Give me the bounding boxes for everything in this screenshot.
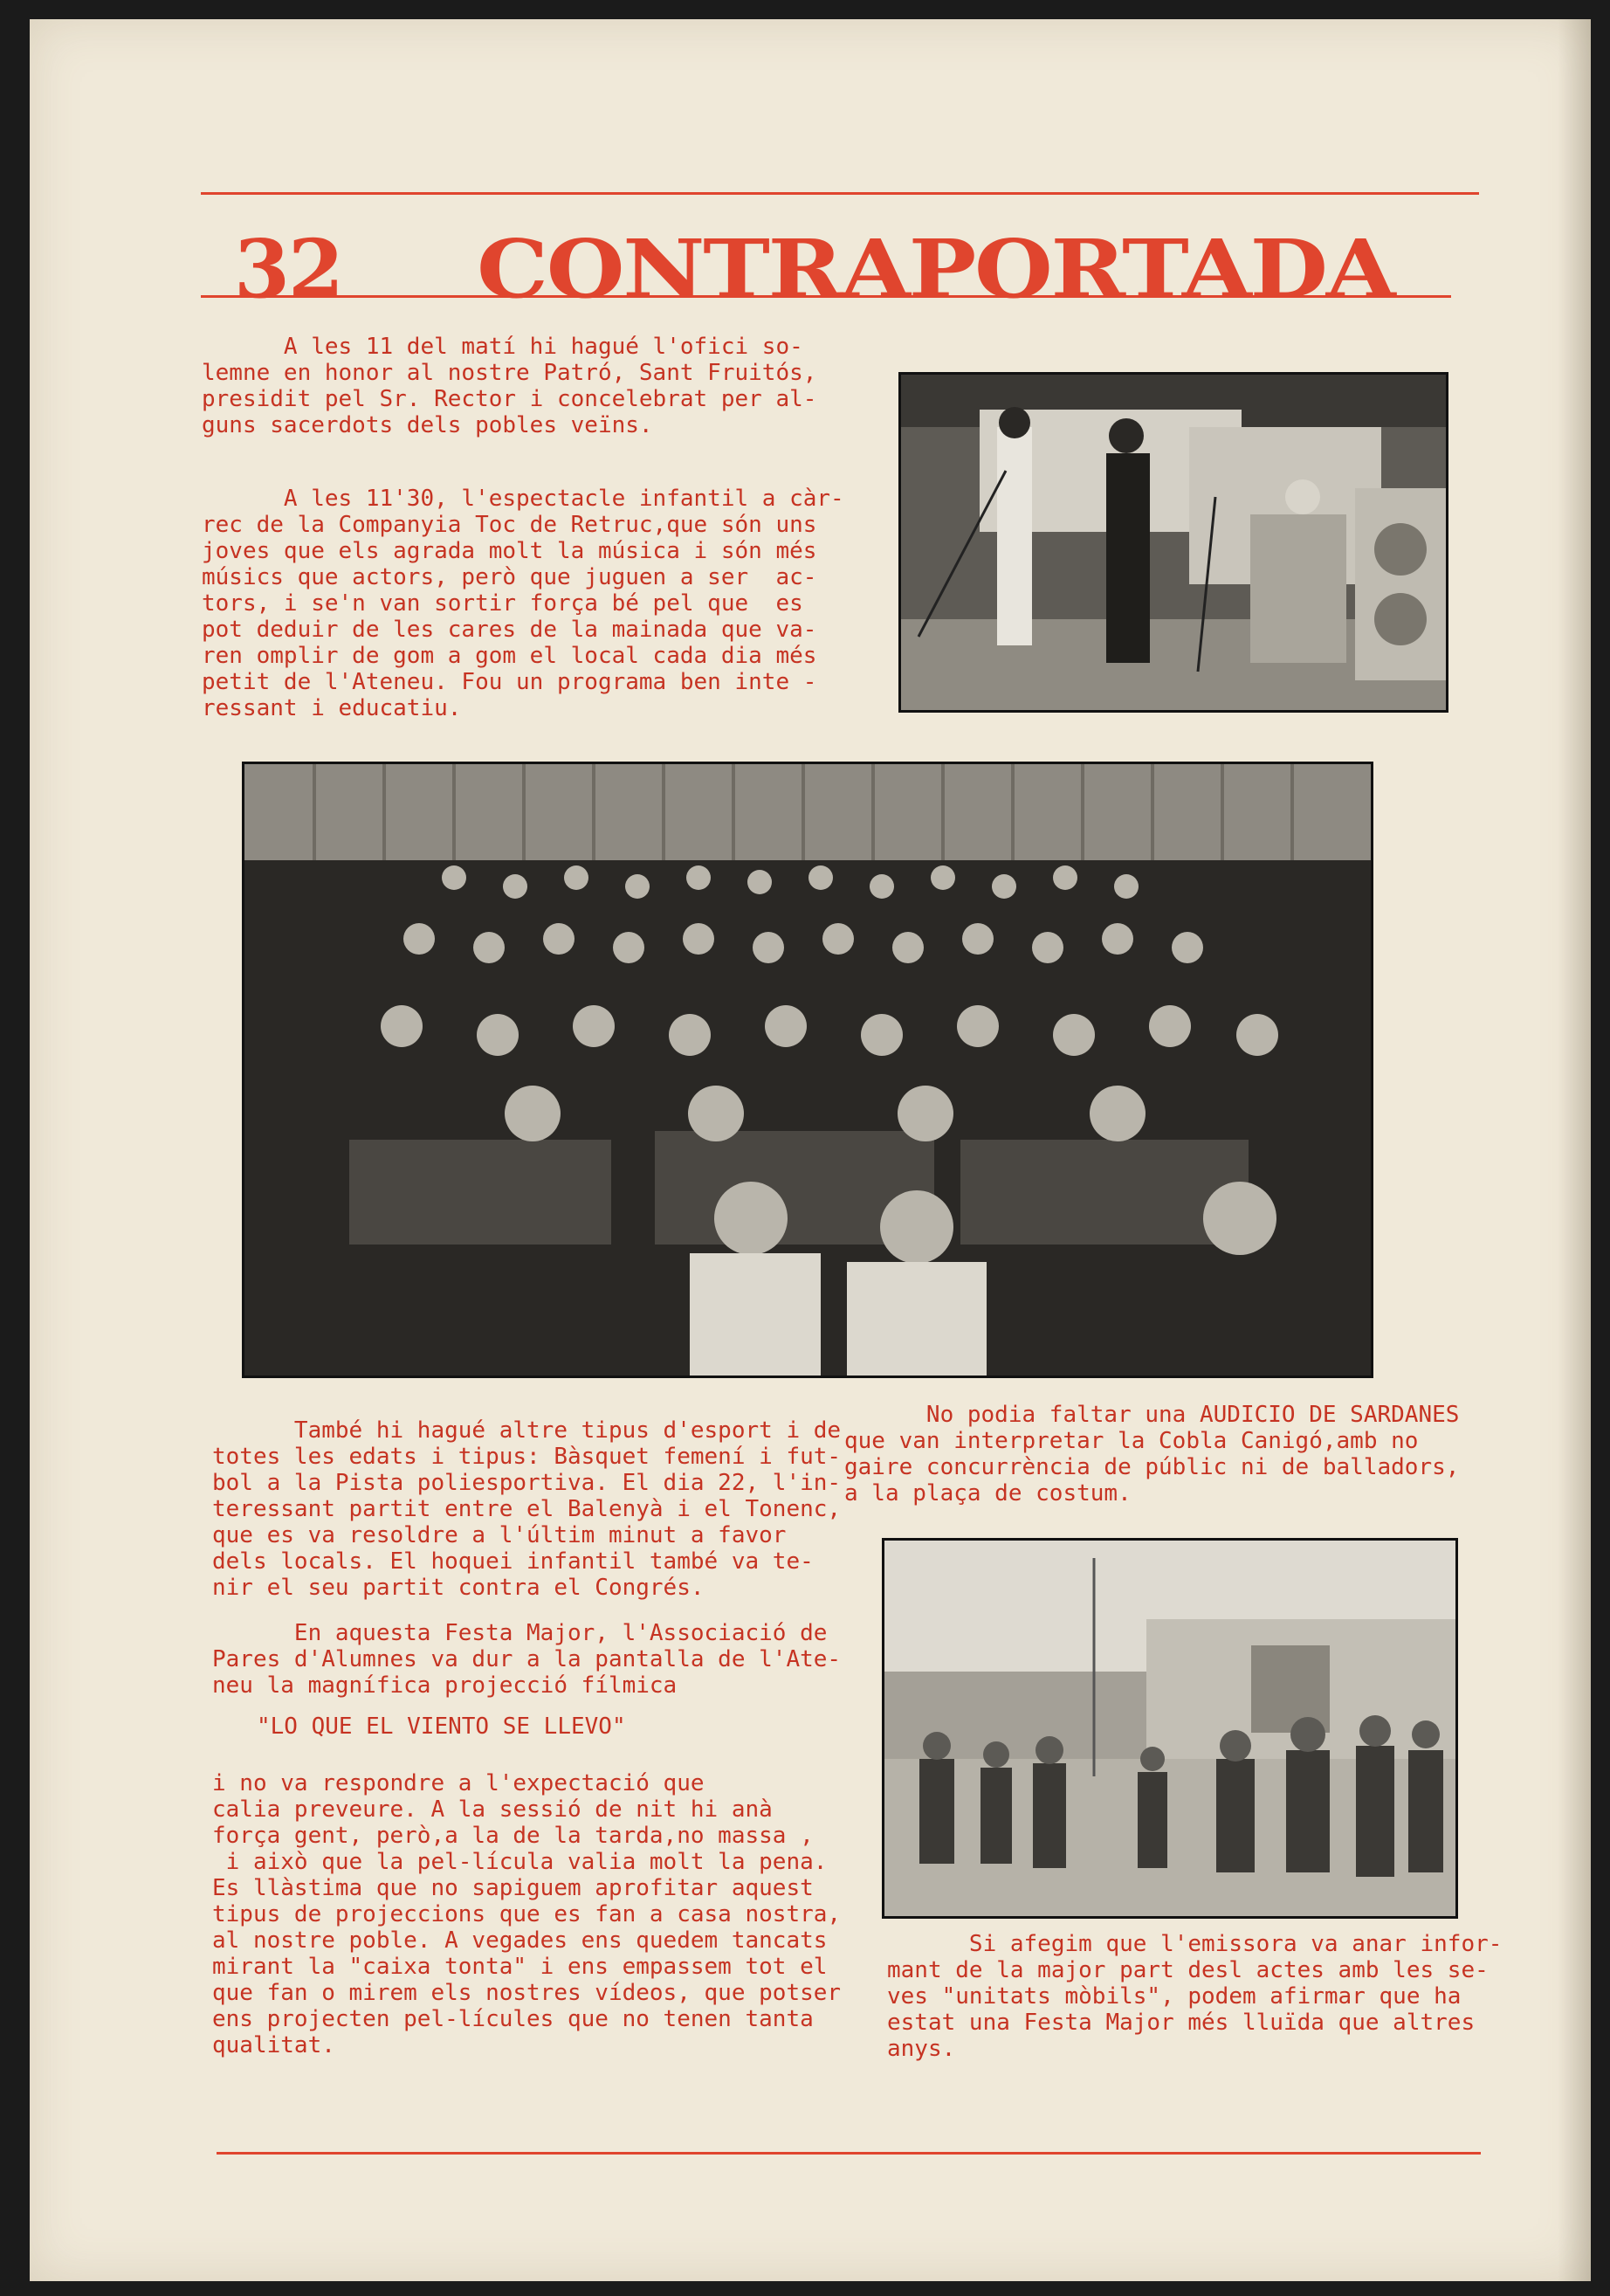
text-line: presidit pel Sr. Rector i concelebrat per al- [202, 386, 817, 412]
text-line: A les 11'30, l'espectacle infantil a càr- [202, 486, 844, 512]
text-line: No podia faltar una AUDICIO DE SARDANES [844, 1402, 1460, 1428]
text-line: que van interpretar la Cobla Canigó,amb no [844, 1428, 1419, 1454]
text-line: Si afegim que l'emissora va anar infor- [887, 1931, 1503, 1957]
text-line: A les 11 del matí hi hagué l'ofici so- [202, 334, 803, 360]
film-title: "LO QUE EL VIENTO SE LLEVO" [216, 1713, 626, 1740]
text-line: gaire concurrència de públic ni de balladors, [844, 1454, 1460, 1480]
text-line: rec de la Companyia Toc de Retruc,que són uns [202, 512, 817, 538]
text-line: En aquesta Festa Major, l'Associació de [212, 1620, 828, 1646]
text-line: Pares d'Alumnes va dur a la pantalla de l'Ate- [212, 1646, 842, 1672]
text-line: També hi hagué altre tipus d'esport i de [212, 1417, 842, 1444]
text-line: tipus de projeccions que es fan a casa nostra, [212, 1901, 842, 1927]
text-line: Es llàstima que no sapiguem aprofitar aquest [212, 1875, 814, 1901]
text-line: força gent, però,a la de la tarda,no massa , [212, 1823, 814, 1849]
header-top-rule [201, 192, 1479, 195]
photo-children-audience [242, 762, 1373, 1378]
text-line: guns sacerdots dels pobles veïns. [202, 412, 653, 438]
page-number: 32 [234, 222, 343, 316]
paragraph-esport [212, 1417, 841, 1601]
text-line: pot deduir de les cares de la mainada que va- [202, 617, 817, 643]
paragraph-ofici [202, 334, 816, 438]
text-line: mant de la major part desl actes amb les se- [887, 1957, 1489, 1983]
paragraph-expectacio [212, 1770, 841, 2058]
paragraph-sardanes [844, 1402, 1459, 1507]
text-line: i això que la pel-lícula valia molt la pena. [212, 1849, 828, 1875]
text-line: que fan o mirem els nostres vídeos, que potser [212, 1980, 842, 2006]
photo-stage-performance [898, 372, 1448, 713]
text-line: ressant i educatiu. [202, 695, 462, 721]
text-line: joves que els agrada molt la música i són més [202, 538, 817, 564]
text-line: anys. [887, 2036, 956, 2062]
text-line: que es va resoldre a l'últim minut a favor [212, 1522, 787, 1548]
text-line: mirant la "caixa tonta" i ens empassem tot el [212, 1954, 828, 1980]
text-line: nir el seu partit contra el Congrés. [212, 1575, 705, 1601]
paragraph-emissora [887, 1931, 1502, 2062]
footer-rule [217, 2152, 1481, 2155]
paragraph-festa-major [212, 1620, 841, 1699]
text-line: ves "unitats mòbils", podem afirmar que ha [887, 1983, 1462, 2010]
paragraph-espectacle [202, 486, 844, 721]
text-line: teressant partit entre el Balenyà i el Tonenc, [212, 1496, 842, 1522]
text-line: tors, i se'n van sortir força bé pel que es [202, 590, 803, 617]
text-line: totes les edats i tipus: Bàsquet femení i fut- [212, 1444, 842, 1470]
text-line: a la plaça de costum. [844, 1480, 1132, 1507]
text-line: dels locals. El hoquei infantil també va te- [212, 1548, 814, 1575]
section-title: CONTRAPORTADA [477, 222, 1394, 316]
text-line: bol a la Pista poliesportiva. El dia 22, l'in- [212, 1470, 842, 1496]
text-line: ens projecten pel-lícules que no tenen tanta [212, 2006, 814, 2032]
text-line: al nostre poble. A vegades ens quedem tancats [212, 1927, 828, 1954]
text-line: lemne en honor al nostre Patró, Sant Fruitós, [202, 360, 817, 386]
text-line: i no va respondre a l'expectació que [212, 1770, 705, 1796]
text-line: músics que actors, però que juguen a ser ac- [202, 564, 817, 590]
text-line: qualitat. [212, 2032, 335, 2058]
text-line: estat una Festa Major més lluïda que altres [887, 2010, 1476, 2036]
photo-sardanes-dance [882, 1538, 1458, 1919]
text-line: petit de l'Ateneu. Fou un programa ben inte - [202, 669, 817, 695]
magazine-page [30, 19, 1591, 2281]
text-line: ren omplir de gom a gom el local cada dia més [202, 643, 817, 669]
text-line: calia preveure. A la sessió de nit hi anà [212, 1796, 773, 1823]
text-line: neu la magnífica projecció fílmica [212, 1672, 678, 1699]
